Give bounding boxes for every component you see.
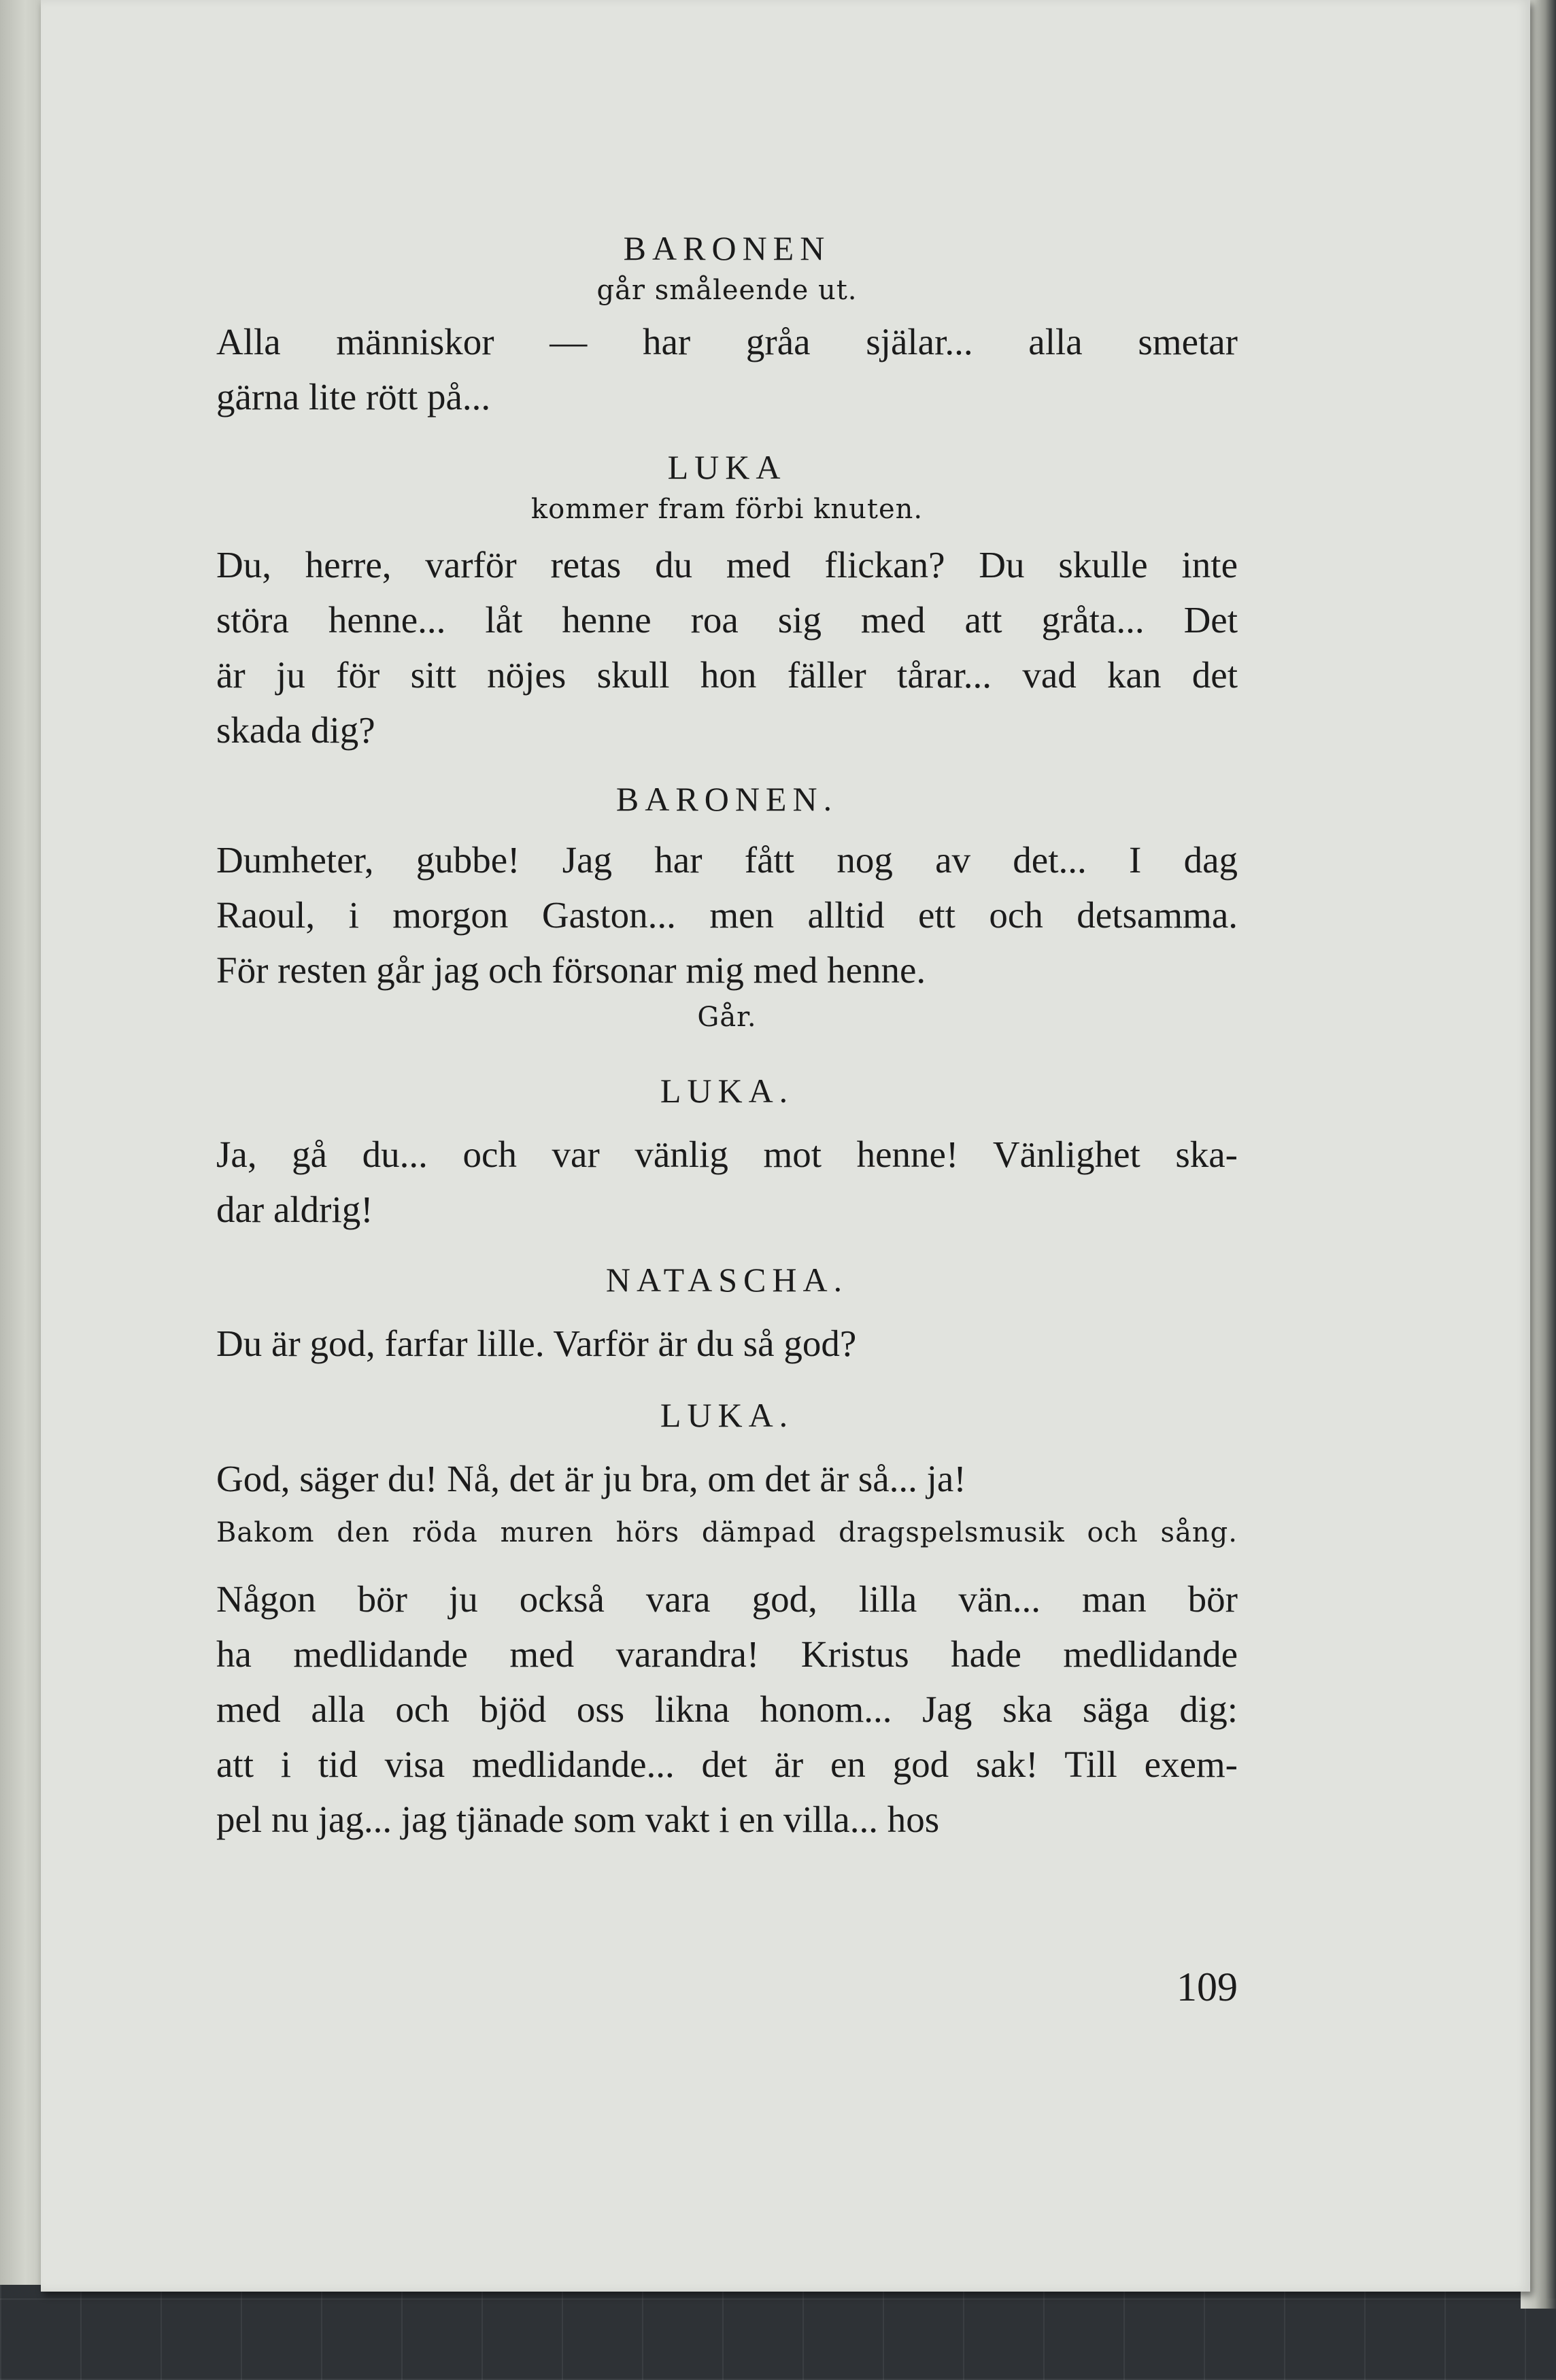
dialogue-paragraph [216, 314, 1238, 424]
text-line: ha medlidande med varandra! Kristus hade medlidande [216, 1633, 1238, 1675]
text-line: att i tid visa medlidande... det är en god sak! Till exem- [216, 1744, 1238, 1785]
book-cover-edge [0, 0, 42, 2285]
dialogue-paragraph [216, 537, 1238, 758]
text-line: Du är god, farfar lille. Varför är du så god? [216, 1323, 857, 1364]
dialogue-paragraph [216, 1451, 1238, 1506]
stage-direction: kommer fram förbi knuten. [530, 494, 924, 525]
dialogue-paragraph [216, 1127, 1238, 1237]
text-line: Ja, gå du... och var vänlig mot henne! Vänlighet ska- [216, 1134, 1238, 1175]
stage-direction: går småleende ut. [596, 275, 858, 306]
page-text [216, 224, 1238, 1847]
text-line: är ju för sitt nöjes skull hon fäller tårar... vad kan det [216, 654, 1238, 696]
speaker-name: LUKA [667, 448, 787, 486]
text-line: dar aldrig! [216, 1189, 373, 1230]
text-line: pel nu jag... jag tjänade som vakt i en villa... hos [216, 1799, 940, 1840]
stage-direction: Går. [697, 1002, 757, 1033]
text-line: God, säger du! Nå, det är ju bra, om det är så... ja! [216, 1458, 966, 1499]
text-line: med alla och bjöd oss likna honom... Jag ska säga dig: [216, 1688, 1238, 1730]
text-line: Raoul, i morgon Gaston... men alltid ett och detsamma. [216, 894, 1238, 936]
text-line: Någon bör ju också vara god, lilla vän... man bör [216, 1578, 1238, 1620]
text-line: gärna lite rött på... [216, 376, 491, 418]
page-number: 109 [1177, 1965, 1238, 2009]
speaker-name: LUKA. [660, 1396, 794, 1434]
speaker-name: BARONEN [623, 229, 831, 267]
dialogue-paragraph [216, 1316, 1238, 1371]
text-line: För resten går jag och försonar mig med henne. [216, 949, 926, 991]
speaker-name: BARONEN. [615, 780, 839, 818]
speaker-name: LUKA. [660, 1072, 794, 1110]
stage-direction: Bakom den röda muren hörs dämpad dragspelsmusik och sång. [216, 1517, 1238, 1548]
text-line: Du, herre, varför retas du med flickan? Du skulle inte [216, 544, 1238, 585]
speaker-name: NATASCHA. [605, 1261, 849, 1299]
text-line: Alla människor — har gråa själar... alla smetar [216, 321, 1238, 362]
dialogue-paragraph [216, 832, 1238, 998]
page-fold-shadow [1545, 0, 1556, 2298]
text-line: störa henne... låt henne roa sig med att gråta... Det [216, 599, 1238, 641]
text-line: skada dig? [216, 709, 375, 751]
text-line: Dumheter, gubbe! Jag har fått nog av det... I dag [216, 839, 1238, 881]
dialogue-paragraph [216, 1571, 1238, 1847]
